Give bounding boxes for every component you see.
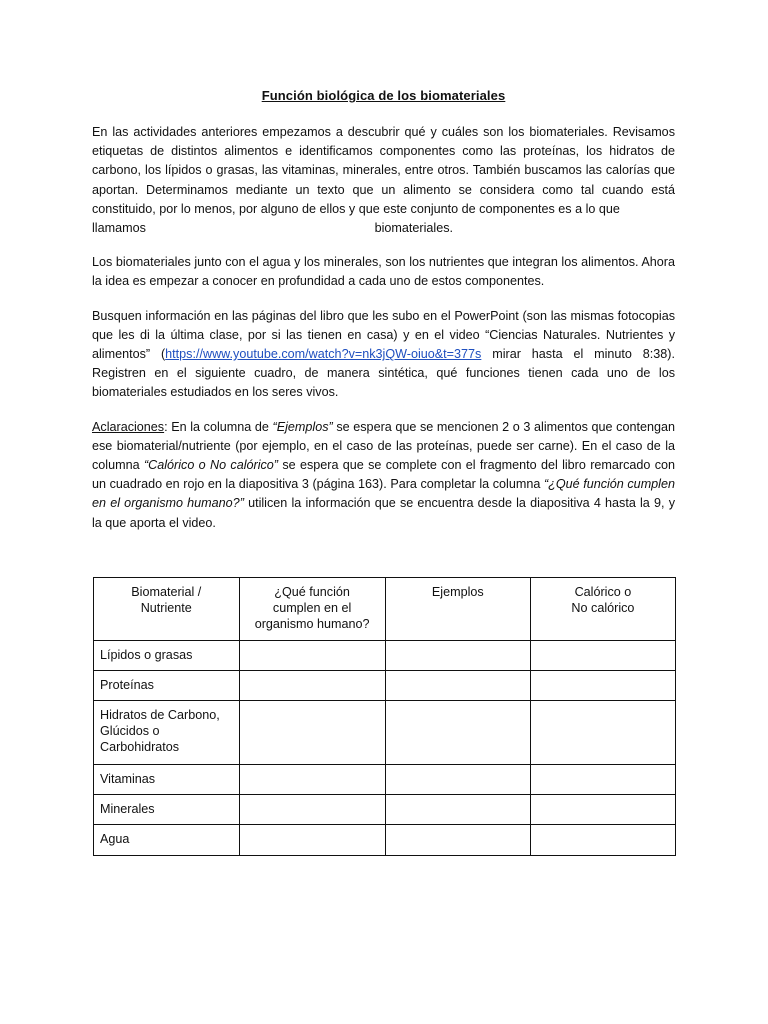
biomaterials-table — [93, 577, 676, 856]
nutrients-paragraph: Los biomateriales junto con el agua y los minerales, son los nutrientes que integran los alimentos. Ahora la idea es empezar a conocer en profundidad a cada uno de estos componentes. — [92, 255, 675, 289]
row-label-vitaminas: Vitaminas — [94, 765, 240, 795]
table-row — [94, 795, 676, 825]
clarifications-text-2: se espera que se mencionen 2 o 3 alimentos que contengan ese biomaterial/nutriente (por ejemplo, en el caso de las proteínas, puede ser carne). En el caso de la columna — [92, 419, 676, 473]
intro-last-line — [92, 219, 453, 238]
cell-calorico[interactable] — [530, 671, 675, 701]
table-header-row — [94, 578, 676, 641]
cell-ejemplos[interactable] — [385, 795, 530, 825]
page-title: Función biológica de los biomateriales — [261, 88, 506, 103]
table-row — [94, 671, 676, 701]
cell-calorico[interactable] — [530, 701, 675, 765]
cell-ejemplos[interactable] — [385, 701, 530, 765]
header-funcion: ¿Qué función cumplen en el organismo humano? — [239, 578, 385, 641]
row-label-agua: Agua — [94, 825, 240, 856]
cell-ejemplos[interactable] — [385, 825, 530, 856]
table-row — [94, 701, 676, 765]
cell-calorico[interactable] — [530, 795, 675, 825]
cell-ejemplos[interactable] — [385, 765, 530, 795]
cell-calorico[interactable] — [530, 825, 675, 856]
intro-word-llamamos: llamamos — [92, 221, 146, 236]
clarifications-label: Aclaraciones — [92, 419, 165, 434]
clarifications-text-4: utilicen la información que se encuentra desde la diapositiva 4 hasta la 9, y la que aporta el video. — [92, 496, 675, 530]
clarifications-text-1: : En la columna de — [164, 419, 273, 434]
clarifications-italic-funcion: “¿Qué función cumplen en el organismo humano?” — [92, 477, 675, 511]
video-link[interactable]: https://www.youtube.com/watch?v=nk3jQW-oiuo&t=377s — [165, 347, 482, 362]
cell-funcion[interactable] — [239, 701, 385, 765]
cell-funcion[interactable] — [239, 825, 385, 856]
cell-calorico[interactable] — [530, 641, 675, 671]
instructions-text-after: mirar hasta el minuto 8:38). Registren en el siguiente cuadro, de manera sintética, qué funciones tienen cada uno de los biomateriales estudiados en los seres vivos. — [92, 347, 675, 400]
document-body — [92, 88, 675, 548]
row-label-minerales: Minerales — [94, 795, 240, 825]
instructions-paragraph — [92, 307, 675, 403]
cell-funcion[interactable] — [239, 671, 385, 701]
cell-calorico[interactable] — [530, 765, 675, 795]
table-row — [94, 825, 676, 856]
table-row — [94, 765, 676, 795]
cell-ejemplos[interactable] — [385, 641, 530, 671]
table-row — [94, 641, 676, 671]
intro-paragraph — [92, 123, 675, 238]
clarifications-paragraph — [92, 418, 675, 533]
header-calorico: Calórico o No calórico — [530, 578, 675, 641]
header-ejemplos: Ejemplos — [385, 578, 530, 641]
clarifications-italic-calorico: “Calórico o No calórico” — [143, 458, 278, 473]
intro-word-biomateriales: biomateriales. — [374, 221, 453, 236]
cell-funcion[interactable] — [239, 641, 385, 671]
clarifications-text-3: se espera que se complete con el fragmento del libro remarcado con un cuadrado en rojo en la diapositiva 3 (página 163). Para completar la columna — [92, 458, 676, 492]
cell-funcion[interactable] — [239, 765, 385, 795]
cell-ejemplos[interactable] — [385, 671, 530, 701]
intro-text: En las actividades anteriores empezamos a descubrir qué y cuáles son los biomateriales. Revisamos etiquetas de distintos alimentos e identificamos componentes como las proteínas, los hidratos de carbono, los lípidos o grasas, las vitaminas, minerales, entre otros. También buscamos las calorías que aportan. Determinamos mediante un texto que un alimento se considera como tal cuando está constituido, por lo menos, por alguno de ellos y que este conjunto de componentes es a lo que — [92, 125, 675, 216]
header-biomaterial: Biomaterial / Nutriente — [94, 578, 240, 641]
row-label-proteinas: Proteínas — [94, 671, 240, 701]
clarifications-italic-ejemplos: “Ejemplos” — [272, 419, 333, 434]
instructions-text-before: Busquen información en las páginas del libro que les subo en el PowerPoint (son las mismas fotocopias que les di la última clase, por si las tienen en casa) y en el video “Ciencias Naturales. Nutrientes y alimentos” ( — [92, 308, 675, 362]
row-label-lipidos: Lípidos o grasas — [94, 641, 240, 671]
row-label-hidratos: Hidratos de Carbono, Glúcidos o Carbohidratos — [94, 701, 240, 765]
cell-funcion[interactable] — [239, 795, 385, 825]
